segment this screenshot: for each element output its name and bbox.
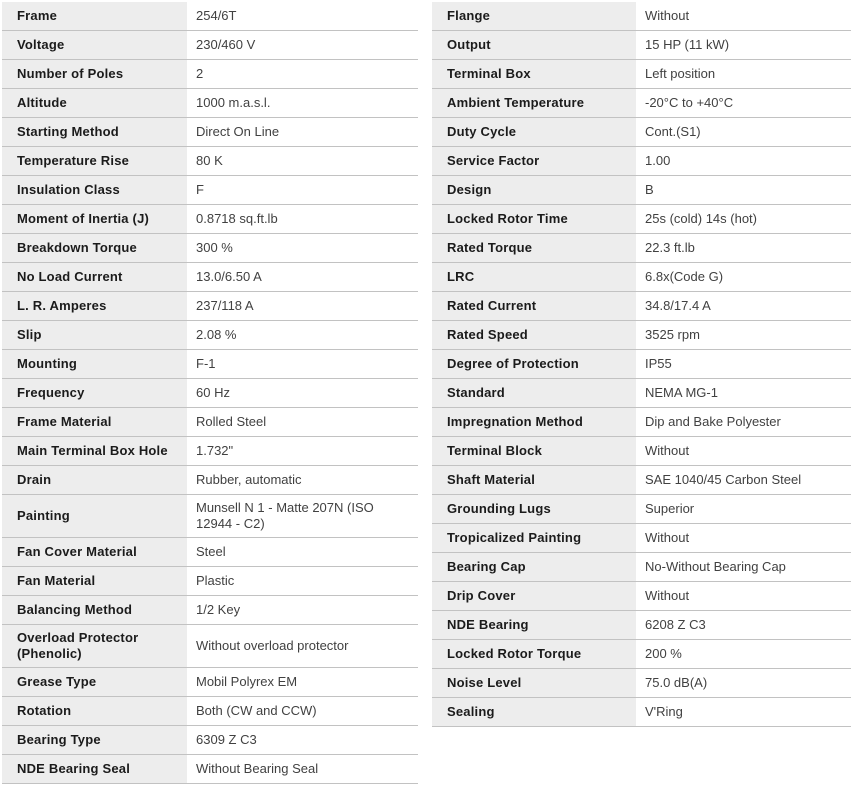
spec-row [432,553,851,582]
left-spec-table [2,2,418,784]
spec-row [432,437,851,466]
spec-row [2,31,418,60]
spec-value: Both (CW and CCW) [196,703,317,718]
spec-label: Bearing Type [2,726,187,754]
spec-label: Terminal Block [432,437,636,465]
spec-row [432,60,851,89]
spec-row [432,2,851,31]
spec-value: Rubber, automatic [196,472,302,487]
spec-value: 1.00 [645,153,671,168]
spec-row [2,625,418,668]
spec-row [432,640,851,669]
spec-value: NEMA MG-1 [645,385,718,400]
spec-row [432,408,851,437]
spec-row [2,567,418,596]
spec-value: F-1 [196,356,216,371]
spec-row [2,538,418,567]
spec-value: Without [645,8,690,23]
spec-label: Terminal Box [432,60,636,88]
spec-label: Flange [432,2,636,30]
spec-label: Altitude [2,89,187,117]
spec-row [432,89,851,118]
spec-row [2,118,418,147]
spec-row [432,234,851,263]
spec-row [2,234,418,263]
spec-value: Rolled Steel [196,414,267,429]
spec-value: Left position [645,66,716,81]
spec-label: Noise Level [432,669,636,697]
spec-row [2,263,418,292]
spec-value: 237/118 A [196,298,254,313]
spec-value: 300 % [196,240,233,255]
spec-row [432,466,851,495]
spec-row [2,147,418,176]
spec-value: 0.8718 sq.ft.lb [196,211,278,226]
spec-label: Impregnation Method [432,408,636,436]
spec-label: Moment of Inertia (J) [2,205,187,233]
spec-value: 2 [196,66,204,81]
spec-row [2,408,418,437]
spec-label: Drip Cover [432,582,636,610]
spec-row [2,2,418,31]
spec-value: Mobil Polyrex EM [196,674,298,689]
spec-label: Breakdown Torque [2,234,187,262]
spec-label: LRC [432,263,636,291]
spec-label: Overload Protector (Phenolic) [2,625,187,667]
spec-row [2,755,418,784]
spec-label: Rated Torque [432,234,636,262]
spec-row [2,350,418,379]
spec-label: Standard [432,379,636,407]
spec-value: F [196,182,204,197]
spec-row [432,582,851,611]
spec-value: 1.732" [196,443,234,458]
spec-value: 6309 Z C3 [196,732,257,747]
spec-label: Mounting [2,350,187,378]
spec-label: Grease Type [2,668,187,696]
spec-label: Output [432,31,636,59]
spec-row [432,379,851,408]
spec-row [432,495,851,524]
spec-label: Ambient Temperature [432,89,636,117]
spec-row [432,611,851,640]
spec-label: Locked Rotor Torque [432,640,636,668]
spec-row [2,726,418,755]
spec-label: Bearing Cap [432,553,636,581]
spec-label: Degree of Protection [432,350,636,378]
spec-value: 80 K [196,153,223,168]
spec-row [432,698,851,727]
spec-label: Temperature Rise [2,147,187,175]
spec-value: 1000 m.a.s.l. [196,95,271,110]
spec-value: Steel [196,544,226,559]
spec-value: 15 HP (11 kW) [645,37,730,52]
spec-label: Slip [2,321,187,349]
spec-row [2,60,418,89]
spec-label: Service Factor [432,147,636,175]
spec-value: 3525 rpm [645,327,700,342]
spec-value: Without [645,530,690,545]
spec-value: V'Ring [645,704,683,719]
spec-label: Number of Poles [2,60,187,88]
spec-label: Insulation Class [2,176,187,204]
spec-value: Without Bearing Seal [196,761,319,776]
spec-row [2,466,418,495]
spec-label: Shaft Material [432,466,636,494]
spec-row [432,147,851,176]
spec-label: No Load Current [2,263,187,291]
spec-label: Tropicalized Painting [432,524,636,552]
spec-row [432,263,851,292]
spec-label: Balancing Method [2,596,187,624]
spec-label: Frequency [2,379,187,407]
spec-label: Starting Method [2,118,187,146]
spec-label: L. R. Amperes [2,292,187,320]
spec-label: Main Terminal Box Hole [2,437,187,465]
spec-value: Without overload protector [196,638,349,653]
spec-value: IP55 [645,356,672,371]
spec-label: NDE Bearing [432,611,636,639]
spec-row [2,379,418,408]
spec-row [432,669,851,698]
spec-row [2,495,418,538]
spec-value: SAE 1040/45 Carbon Steel [645,472,802,487]
spec-label: Fan Cover Material [2,538,187,566]
spec-row [2,697,418,726]
spec-row [432,292,851,321]
spec-value: Direct On Line [196,124,280,139]
spec-row [432,205,851,234]
spec-value: 13.0/6.50 A [196,269,262,284]
spec-value: -20°C to +40°C [645,95,734,110]
spec-value: 22.3 ft.lb [645,240,695,255]
spec-row [2,437,418,466]
spec-label: Sealing [432,698,636,726]
right-spec-table [432,2,851,727]
spec-row [2,176,418,205]
spec-label: Painting [2,495,187,537]
spec-value: 25s (cold) 14s (hot) [645,211,757,226]
spec-label: Duty Cycle [432,118,636,146]
spec-label: Fan Material [2,567,187,595]
spec-row [2,89,418,118]
spec-row [432,31,851,60]
spec-label: Rated Speed [432,321,636,349]
spec-row [2,205,418,234]
spec-value: 230/460 V [196,37,256,52]
spec-value: Without [645,588,690,603]
spec-label: Locked Rotor Time [432,205,636,233]
spec-row [432,176,851,205]
spec-label: Drain [2,466,187,494]
spec-value: 6208 Z C3 [645,617,706,632]
spec-label: Rated Current [432,292,636,320]
spec-row [432,118,851,147]
spec-label: Rotation [2,697,187,725]
spec-row [432,321,851,350]
spec-value: 75.0 dB(A) [645,675,708,690]
spec-value: 6.8x(Code G) [645,269,724,284]
spec-value: 60 Hz [196,385,230,400]
spec-value: Dip and Bake Polyester [645,414,781,429]
spec-row [432,350,851,379]
spec-label: Design [432,176,636,204]
spec-value: 2.08 % [196,327,237,342]
spec-label: Voltage [2,31,187,59]
spec-value: Munsell N 1 - Matte 207N (ISO 12944 - C2) [196,500,374,531]
spec-row [432,524,851,553]
spec-value: B [645,182,654,197]
spec-value: Without [645,443,690,458]
spec-label: Frame Material [2,408,187,436]
spec-value: Plastic [196,573,235,588]
spec-value: No-Without Bearing Cap [645,559,786,574]
spec-row [2,668,418,697]
spec-label: Grounding Lugs [432,495,636,523]
spec-value: Superior [645,501,695,516]
spec-value: 34.8/17.4 A [645,298,711,313]
spec-label: NDE Bearing Seal [2,755,187,783]
spec-row [2,596,418,625]
spec-row [2,321,418,350]
spec-value: 254/6T [196,8,237,23]
spec-value: Cont.(S1) [645,124,701,139]
spec-value: 1/2 Key [196,602,241,617]
spec-label: Frame [2,2,187,30]
spec-value: 200 % [645,646,682,661]
spec-row [2,292,418,321]
